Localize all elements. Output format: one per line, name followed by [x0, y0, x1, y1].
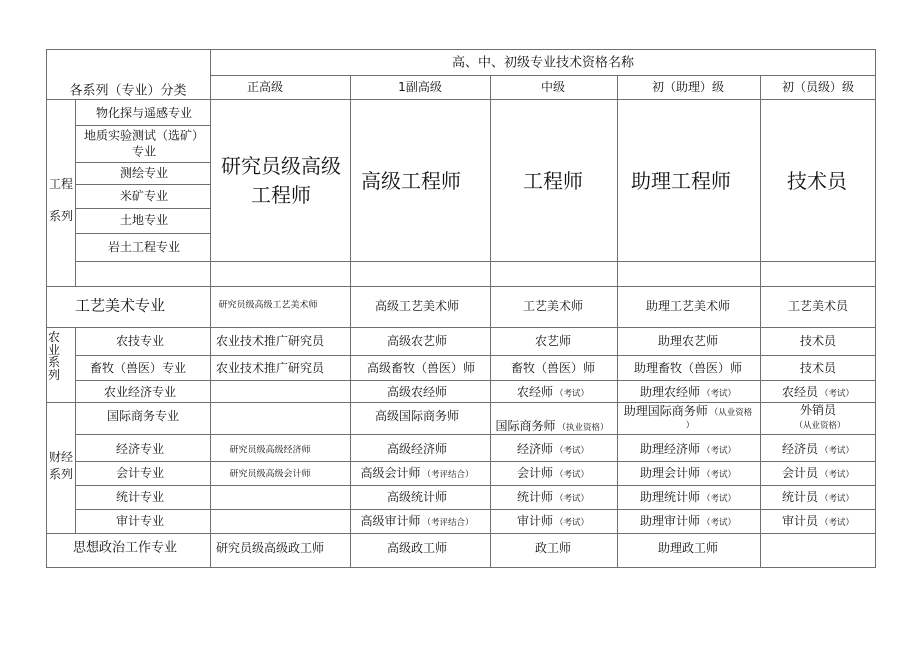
engineering-series-label-2: 系列: [48, 209, 74, 223]
finance-acct-major: 会计专业: [115, 466, 165, 480]
finance-stat-c2: 高级统计师: [386, 490, 448, 504]
agri-row-2-c1: 农业技术推广研究员: [215, 361, 325, 375]
major-geophysics: 物化探与遥感专业: [95, 106, 193, 120]
arts-title-3: 工艺美术师: [522, 299, 584, 313]
finance-series-label-2: 系列: [48, 467, 74, 481]
finance-intl-c4: 助理国际商务师 （从业资格: [623, 403, 753, 418]
exam-note: （考试）: [702, 388, 737, 399]
major-surveying: 测绘专业: [119, 166, 169, 180]
finance-acct-c1: 研究员级高级会计师: [229, 469, 311, 480]
finance-intl-major: 国际商务专业: [106, 409, 180, 423]
level-header-senior-deputy: 1副高级: [398, 80, 442, 94]
finance-intl-c2: 高级国际商务师: [374, 409, 460, 423]
finance-acct-c2: 高级会计师 （考评结合）: [360, 465, 474, 480]
finance-econ-c3: 经济师 （考试）: [516, 441, 590, 456]
exam-note: （考试）: [820, 445, 855, 456]
major-land: 土地专业: [119, 213, 169, 227]
finance-acct-c3: 会计师 （考试）: [516, 465, 590, 480]
title-assistant-engineer: 助理工程师: [631, 169, 731, 193]
finance-intl-c5: 外销员: [799, 403, 837, 417]
license-note: （从业资格: [709, 407, 753, 418]
exam-note: （考试）: [555, 493, 590, 504]
level-header-assistant: 初（助理）级: [651, 80, 725, 94]
agri-row-1-c3: 农艺师: [534, 334, 572, 348]
finance-intl-c5-note: （从业资格）: [794, 420, 846, 431]
agri-row-2-c5: 技术员: [799, 361, 837, 375]
agriculture-series-label: 农业系列: [47, 329, 60, 382]
agri-row-1-c4: 助理农艺师: [657, 334, 719, 348]
agri-row-3-c5: 农经员 （考试）: [781, 384, 855, 399]
major-geotechnical: 岩土工程专业: [107, 240, 181, 254]
exam-note: （考试）: [555, 517, 590, 528]
finance-intl-c3: 国际商务师 （执业资格）: [495, 418, 609, 433]
finance-stat-major: 统计专业: [115, 490, 165, 504]
finance-series-label: 财经: [48, 450, 74, 464]
exam-note: （考试）: [820, 493, 855, 504]
agri-row-1-c5: 技术员: [799, 334, 837, 348]
finance-econ-c1: 研究员级高级经济师: [229, 445, 311, 456]
exam-note: （考试）: [702, 469, 737, 480]
finance-audit-major: 审计专业: [115, 514, 165, 528]
exam-note: （考试）: [555, 388, 590, 399]
license-note: （执业资格）: [557, 422, 609, 433]
finance-audit-c2: 高级审计师 （考评结合）: [360, 513, 474, 528]
finance-stat-c3: 统计师 （考试）: [516, 489, 590, 504]
exam-note: （考试）: [702, 493, 737, 504]
politics-title-4: 助理政工师: [657, 541, 719, 555]
title-technician: 技术员: [787, 169, 847, 193]
finance-intl-c4-note-close: ）: [685, 420, 695, 431]
finance-econ-major: 经济专业: [115, 442, 165, 456]
agri-row-3-c2: 高级农经师: [386, 385, 448, 399]
arts-title-1: 研究员级高级工艺美术师: [218, 300, 318, 311]
finance-acct-c5: 会计员 （考试）: [781, 465, 855, 480]
assessment-note: （考评结合）: [422, 469, 474, 480]
major-arts-crafts: 工艺美术专业: [74, 296, 166, 315]
finance-audit-c4: 助理审计师 （考试）: [639, 513, 737, 528]
engineering-series-label: 工程: [48, 177, 74, 191]
level-header-senior-full: 正高级: [246, 80, 284, 94]
exam-note: （考试）: [702, 517, 737, 528]
qualification-group-title: 高、中、初级专业技术资格名称: [451, 55, 635, 71]
title-senior-engineer: 高级工程师: [361, 169, 461, 193]
agri-row-3-c4: 助理农经师 （考试）: [639, 384, 737, 399]
politics-title-3: 政工师: [534, 541, 572, 555]
agri-row-2-c2: 高级畜牧（兽医）师: [366, 361, 476, 375]
agri-row-1-c1: 农业技术推广研究员: [215, 334, 325, 348]
finance-audit-c3: 审计师 （考试）: [516, 513, 590, 528]
agri-row-2-major: 畜牧（兽医）专业: [89, 361, 187, 375]
agri-row-1-major: 农技专业: [115, 334, 165, 348]
level-header-intermediate: 中级: [540, 80, 566, 94]
agri-row-2-c3: 畜牧（兽医）师: [510, 361, 596, 375]
finance-econ-c5: 经济员 （考试）: [781, 441, 855, 456]
title-senior-engineer-researcher: 研究员级高级工程师: [221, 154, 341, 207]
arts-title-5: 工艺美术员: [787, 299, 849, 313]
exam-note: （考试）: [820, 517, 855, 528]
title-engineer: 工程师: [523, 169, 583, 193]
major-mining: 米矿专业: [119, 189, 169, 203]
finance-stat-c4: 助理统计师 （考试）: [639, 489, 737, 504]
politics-title-1: 研究员级高级政工师: [215, 541, 325, 555]
finance-acct-c4: 助理会计师 （考试）: [639, 465, 737, 480]
level-header-junior: 初（员级）级: [781, 80, 855, 94]
major-political-work: 思想政治工作专业: [72, 540, 178, 556]
exam-note: （考试）: [820, 388, 855, 399]
finance-econ-c2: 高级经济师: [386, 442, 448, 456]
agri-row-3-major: 农业经济专业: [103, 385, 177, 399]
finance-econ-c4: 助理经济师 （考试）: [639, 441, 737, 456]
finance-stat-c5: 统计员 （考试）: [781, 489, 855, 504]
exam-note: （考试）: [555, 445, 590, 456]
assessment-note: （考评结合）: [422, 517, 474, 528]
arts-title-4: 助理工艺美术师: [645, 299, 731, 313]
exam-note: （考试）: [555, 469, 590, 480]
agri-row-3-c3: 农经师 （考试）: [516, 384, 590, 399]
arts-title-2: 高级工艺美术师: [374, 299, 460, 313]
exam-note: （考试）: [820, 469, 855, 480]
exam-note: （考试）: [702, 445, 737, 456]
category-header: 各系列（专业）分类: [69, 83, 187, 99]
finance-audit-c5: 审计员 （考试）: [781, 513, 855, 528]
agri-row-2-c4: 助理畜牧（兽医）师: [633, 361, 743, 375]
politics-title-2: 高级政工师: [386, 541, 448, 555]
major-lab-testing: 地质实验测试（选矿）专业: [83, 128, 204, 158]
agri-row-1-c2: 高级农艺师: [386, 334, 448, 348]
